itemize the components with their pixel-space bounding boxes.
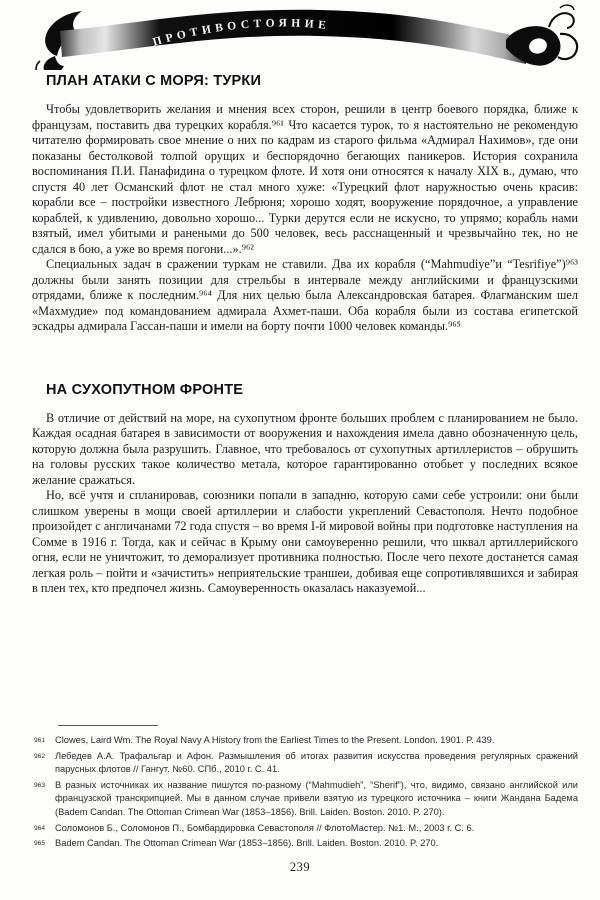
paragraph-siege-batteries: В отличие от действий на море, на сухопутном фронте больших проблем с планированием не было. Каждая осадная батарея в зависимости от вооружения и нахождения имела давно обозначенную цель, которую должна была разрушить. Главное, что требовалось от сухопутных артиллеристов – обрушить на головы русских такое количество метала, которое гарантированно отобьет у последних всякое желание сражаться. [32, 410, 578, 487]
footnote-964 [32, 822, 578, 836]
footnote-961 [32, 734, 578, 748]
paragraph-turkish-ships-task: Специальных задач в сражении туркам не ставили. Два их корабля (“Mahmudiye”и “Tesrifiye”)⁹⁶³ должны были занять позиции для стрельбы в интервале между английскими и французскими отрядами, ближе к последним.⁹⁶⁴ Для них целью была Александровская батарея. Флагманским шел «Махмудие» под командованием адмирала Ахмет-паши. Оба корабля были из состава египетской эскадры адмирала Гассан-паши и имели на борту почти 1000 человек команды.⁹⁶⁵ [32, 257, 578, 333]
footnote-marker: 963 [34, 781, 46, 789]
footnote-text: Соломонов Б., Соломонов П., Бомбардировка Севастополя // ФлотоМастер. №1. М., 2003 г. С. 6. [55, 822, 475, 833]
footnote-text: Clowes, Laird Wm. The Royal Navy A History from the Earliest Times to the Present. London. 1901. P. 439. [55, 735, 495, 745]
footnote-962 [32, 750, 578, 777]
footnote-965 [32, 837, 578, 851]
chapter-banner-title: ПРОТИВОСТОЯНИЕ [151, 17, 331, 49]
page-number: 239 [289, 860, 311, 874]
body-text-section [32, 0, 578, 597]
footnote-text: Лебедев А.А. Трафальгар и Афон. Размышления об итогах развития искусства проведения регулярных сражений парусных флотов // Гангут. №60. СПб., 2010 г. С. 41. [55, 750, 578, 775]
footnote-marker: 965 [34, 840, 46, 848]
footnote-divider [58, 725, 158, 726]
footnote-963 [32, 779, 578, 820]
section-heading-sea-attack-plan: ПЛАН АТАКИ С МОРЯ: ТУРКИ [46, 73, 262, 89]
section-heading-land-front: НА СУХОПУТНОМ ФРОНТЕ [46, 381, 244, 398]
footnote-text: Badem Candan. The Ottoman Crimean War (1853–1856). Brill. Laiden. Boston. 2010. P. 270. [55, 838, 439, 849]
footnote-marker: 962 [34, 752, 46, 760]
footnotes-section [32, 725, 578, 853]
paragraph-allies-overconfidence: Но, всё учтя и спланировав, союзники попали в западню, которую сами себе устроили: они были слишком уверены в мощи своей артиллерии и слабости укреплений Севастополя. Нечто подобное произойдет с англичанами 72 года спустя – во время I-й мировой войны при подготовке наступления на Сомме в 1916 г. Тогда, как и сейчас в Крыму они самоуверенно решили, что шквал артиллерийского огня, если не уничтожит, то деморализует противника полностью. После чего пехоте достанется самая легкая роль – пойти и «зачистить» неприятельские траншеи, добивая еще сопротивлявшихся и забирая в плен тех, кто предпочел жизнь. Самоуверенность оказалась наказуемой... [32, 488, 578, 595]
footnote-marker: 964 [34, 824, 46, 832]
footnote-text: В разных источниках их название пишутся по-разному (“Mahmudieh”, “Sherif”), что, видимо, связано английской или французской транскрипцией. Мы в данном случае привели взятую из турецкого источника – книги Жандана Бадема (Badem Candan. The Ottoman Crimean War (1853–1856). Brill. Laiden. Boston. 2010. P. 270). [55, 779, 578, 817]
paragraph-turkish-fleet-opinion: Чтобы удовлетворить желания и мнения всех сторон, решили в центр боевого порядка, ближе к французам, поставить два турецких корабля.⁹⁶¹ Что касается турок, то я настоятельно не рекомендую читателю формировать свое мнение о них по кадрам из старого фильма «Адмирал Нахимов», где они показаны бестолковой толпой орущих и беспорядочно бегающих паникеров. История сохранила воспоминания П.И. Панафидина о турецком флоте. И хотя они относятся к началу XIX в., думаю, что спустя 40 лет Османский флот не стал много хуже: «Турецкий флот наружностью очень красив: корабли все – постройки известного Лебрюня; хорошо ходят, вооружение порядочное, а управление кораблей, к удивлению, довольно хорошо... Турки дерутся если не искусно, то упрямо; корабль нами взятый, имел убитыми и ранеными до 500 человек, весь расснащенный и чрезвычайно тек, но не сдался в бою, а уже во время погони...».⁹⁶² [32, 102, 578, 256]
footnote-marker: 961 [34, 737, 46, 744]
